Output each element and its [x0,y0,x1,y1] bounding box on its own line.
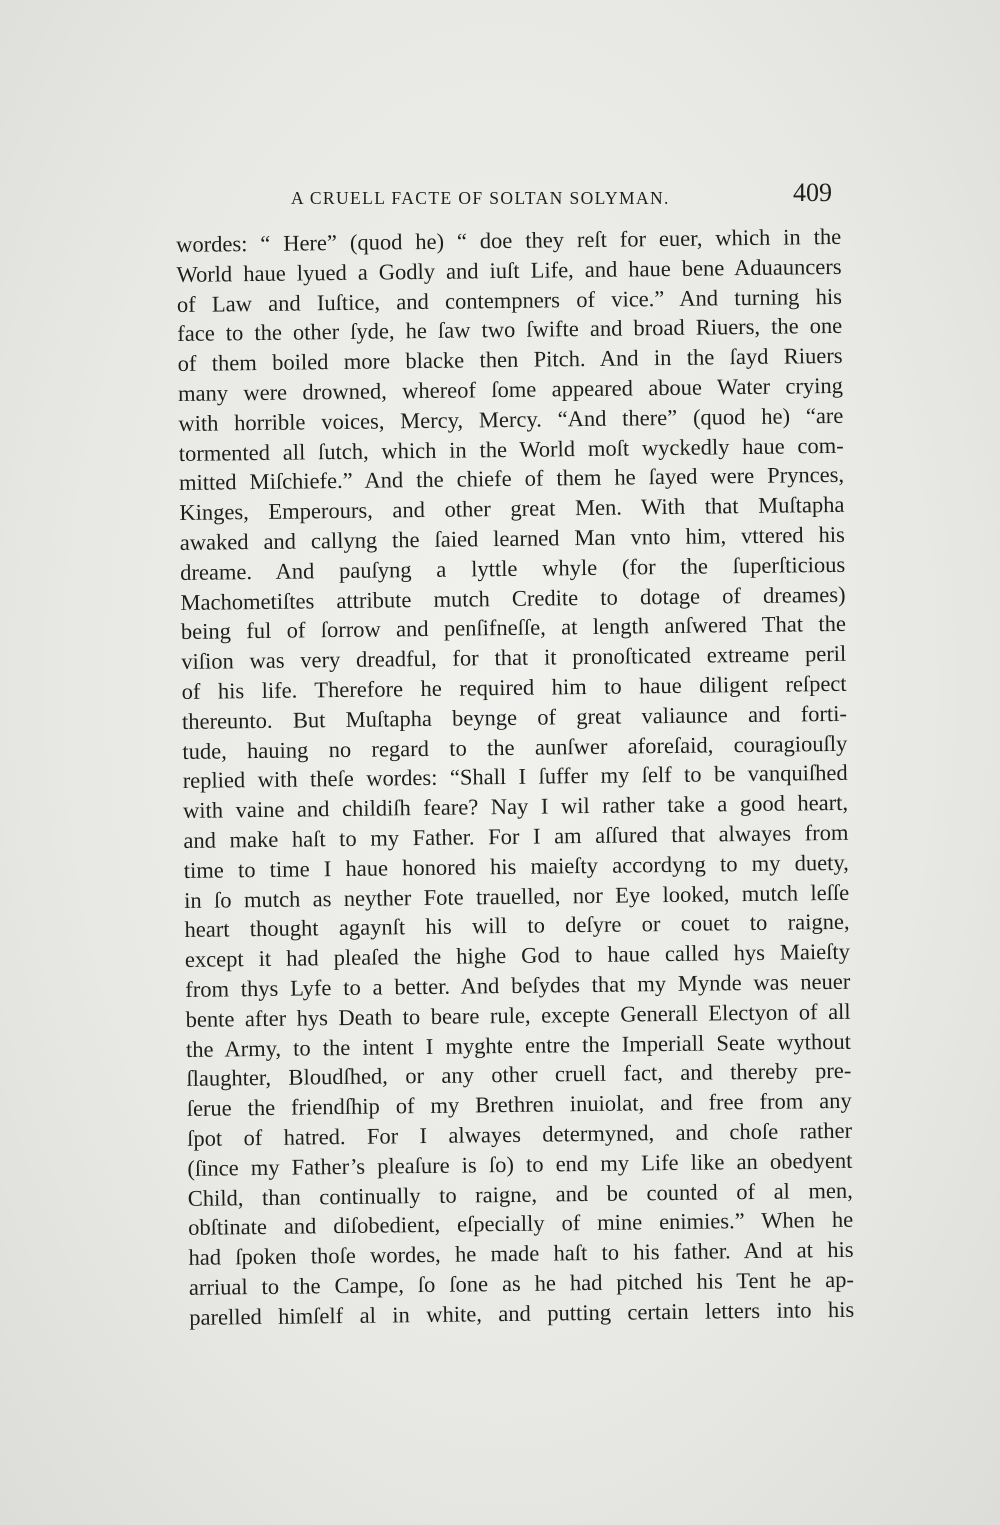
running-title: A CRUELL FACTE OF SOLTAN SOLYMAN. [291,188,670,208]
text-line: heart thought agaynſt his will to deſyre or couet to raigne, [184,909,850,943]
text-line: obſtinate and diſobedient, eſpecially of mine enimies.” When he [188,1207,854,1241]
text-line: dreame. And pauſyng a lyttle whyle (for the ſuperſticious [180,551,846,585]
text-line: and make haſt to my Father. For I am aſſured that alwayes from [183,819,849,853]
text-line: tude, hauing no regard to the aunſwer aforeſaid, couragiouſly [182,730,848,764]
text-line: of his life. Therefore he required him to haue diligent reſpect [181,670,847,704]
text-line: mitted Miſchiefe.” And the chiefe of them he ſayed were Prynces, [178,462,845,496]
text-line: in ſo mutch as neyther Fote trauelled, nor Eye looked, mutch leſſe [184,879,850,913]
body-text [176,222,854,1333]
text-line: ſpot of hatred. For I alwayes determyned, and choſe rather [186,1117,853,1151]
text-line: Child, than continually to raigne, and be counted of al men, [187,1177,853,1211]
text-line: many were drowned, whereof ſome appeared aboue Water crying [177,372,844,406]
text-line: ſlaughter, Bloudſhed, or any other cruell fact, and thereby pre- [186,1058,852,1092]
text-line: of Law and Iuſtice, and contempners of vice.” And turning his [176,283,843,317]
text-line: arriual to the Campe, ſo ſone as he had pitched his Tent he ap- [188,1266,855,1300]
text-line: Machometiſtes attribute mutch Credite to dotage of dreames) [180,581,846,615]
text-line: wordes: “ Here” (quod he) “ doe they reſt for euer, which in the [176,223,842,257]
text-line: bente after hys Death to beare rule, excepte Generall Electyon of all [185,998,851,1032]
text-line: had ſpoken thoſe wordes, he made haſt to his father. And at his [188,1236,854,1271]
text-line: awaked and callyng the ſaied learned Man vnto him, vttered his [179,521,845,555]
text-line: face to the other ſyde, he ſaw two ſwifte and broad Riuers, the one [177,313,843,347]
text-line: time to time I haue honored his maieſty accordyng to my duety, [183,849,849,883]
text-line: viſion was very dreadful, for that it pronoſticated extreame peril [181,641,847,675]
text-line: the Army, to the intent I myghte entre the Imperiall Seate wythout [185,1028,852,1062]
text-line: with horrible voices, Mercy, Mercy. “And there” (quod he) “are [178,402,844,436]
text-line: World haue lyued a Godly and iuſt Life, and haue bene Aduauncers [176,253,842,287]
page-number: 409 [793,178,832,207]
text-line: tormented all ſutch, which in the World moſt wyckedly haue com- [178,432,844,466]
text-line: of them boiled more blacke then Pitch. And in the ſayd Riuers [177,343,843,377]
text-line: with vaine and childiſh feare? Nay I wil rather take a good heart, [182,789,849,824]
text-line: (ſince my Father’s pleaſure is ſo) to end my Life like an obedyent [187,1147,853,1181]
text-line: thereunto. But Muſtapha beynge of great valiaunce and forti- [181,700,848,734]
text-line: ſerue the friendſhip of my Brethren inuiolat, and free from any [186,1087,852,1122]
text-line: from thys Lyfe to a better. And beſydes that my Mynde was neuer [185,968,851,1002]
text-line: parelled himſelf al in white, and putting certain letters into his [189,1296,855,1330]
text-line: except it had pleaſed the highe God to haue called hys Maieſty [184,938,851,973]
text-line: replied with theſe wordes: “Shall I ſuffer my ſelf to be vanquiſhed [182,760,848,794]
text-line: being ful of ſorrow and penſifneſſe, at length anſwered That the [180,611,847,645]
page-header [176,176,836,216]
text-line: Kinges, Emperours, and other great Men. With that Muſtapha [179,492,845,526]
